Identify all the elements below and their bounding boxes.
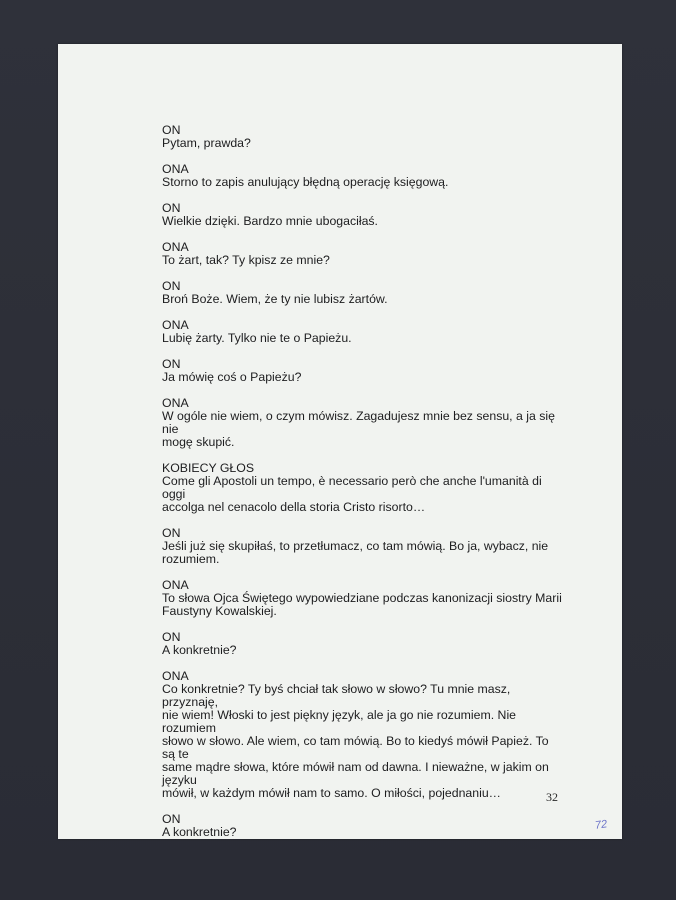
speaker-name: KOBIECY GŁOS [162,461,255,475]
dialogue-line: Come gli Apostoli un tempo, è necessario però che anche l'umanità di oggi [162,474,542,501]
speaker-name: ON [162,812,181,826]
speaker-name: ONA [162,318,189,332]
dialogue-block [162,527,562,566]
dialogue-block [162,579,562,618]
speaker-name: ON [162,123,181,137]
speaker-name: ON [162,279,181,293]
dialogue-line: mówił, w każdym mówił nam to samo. O miłości, pojednaniu… [162,786,501,800]
dialogue-line: W ogóle nie wiem, o czym mówisz. Zagadujesz mnie bez sensu, a ja się nie [162,409,555,436]
dialogue-line: accolga nel cenacolo della storia Cristo risorto… [162,500,426,514]
dialogue-block [162,462,562,514]
archive-pencil-mark: 72 [594,818,609,832]
speaker-name: ONA [162,240,189,254]
dialogue-line: nie wiem! Włoski to jest piękny język, ale ja go nie rozumiem. Nie rozumiem [162,708,517,735]
speaker-name: ONA [162,578,189,592]
speaker-name: ON [162,526,181,540]
dialogue-script [162,124,562,852]
dialogue-block [162,670,562,800]
speaker-name: ONA [162,669,189,683]
dialogue-line: słowo w słowo. Ale wiem, co tam mówią. Bo to kiedyś mówił Papież. To są te [162,734,549,761]
dialogue-line: To żart, tak? Ty kpisz ze mnie? [162,253,330,267]
dialogue-line: Ja mówię coś o Papieżu? [162,370,302,384]
dialogue-line: Broń Boże. Wiem, że ty nie lubisz żartów. [162,292,388,306]
dialogue-block [162,631,562,657]
dialogue-block [162,202,562,228]
dialogue-line: Jeśli już się skupiłaś, to przetłumacz, co tam mówią. Bo ja, wybacz, nie [162,539,549,553]
speaker-name: ON [162,630,181,644]
dialogue-block [162,358,562,384]
speaker-name: ON [162,357,181,371]
dialogue-line: Faustyny Kowalskiej. [162,604,277,618]
dialogue-line: Lubię żarty. Tylko nie te o Papieżu. [162,331,352,345]
manuscript-page [58,44,622,839]
dialogue-line: Co konkretnie? Ty byś chciał tak słowo w słowo? Tu mnie masz, przyznaję, [162,682,511,709]
dialogue-line: Storno to zapis anulujący błędną operację księgową. [162,175,449,189]
dialogue-line: A konkretnie? [162,825,237,839]
dialogue-block [162,241,562,267]
dialogue-line: To słowa Ojca Świętego wypowiedziane podczas kanonizacji siostry Marii [162,591,562,605]
speaker-name: ON [162,201,181,215]
dialogue-line: Wielkie dzięki. Bardzo mnie ubogaciłaś. [162,214,378,228]
dialogue-block [162,319,562,345]
page-number: 32 [546,790,558,804]
dialogue-line: rozumiem. [162,552,220,566]
dialogue-block [162,124,562,150]
dialogue-line: A konkretnie? [162,643,237,657]
dialogue-block [162,280,562,306]
dialogue-line: same mądre słowa, które mówił nam od dawna. I nieważne, w jakim on języku [162,760,549,787]
speaker-name: ONA [162,396,189,410]
dialogue-line: mogę skupić. [162,435,235,449]
dialogue-block [162,813,562,839]
dialogue-block [162,397,562,449]
dialogue-block [162,163,562,189]
speaker-name: ONA [162,162,189,176]
dialogue-line: Pytam, prawda? [162,136,251,150]
